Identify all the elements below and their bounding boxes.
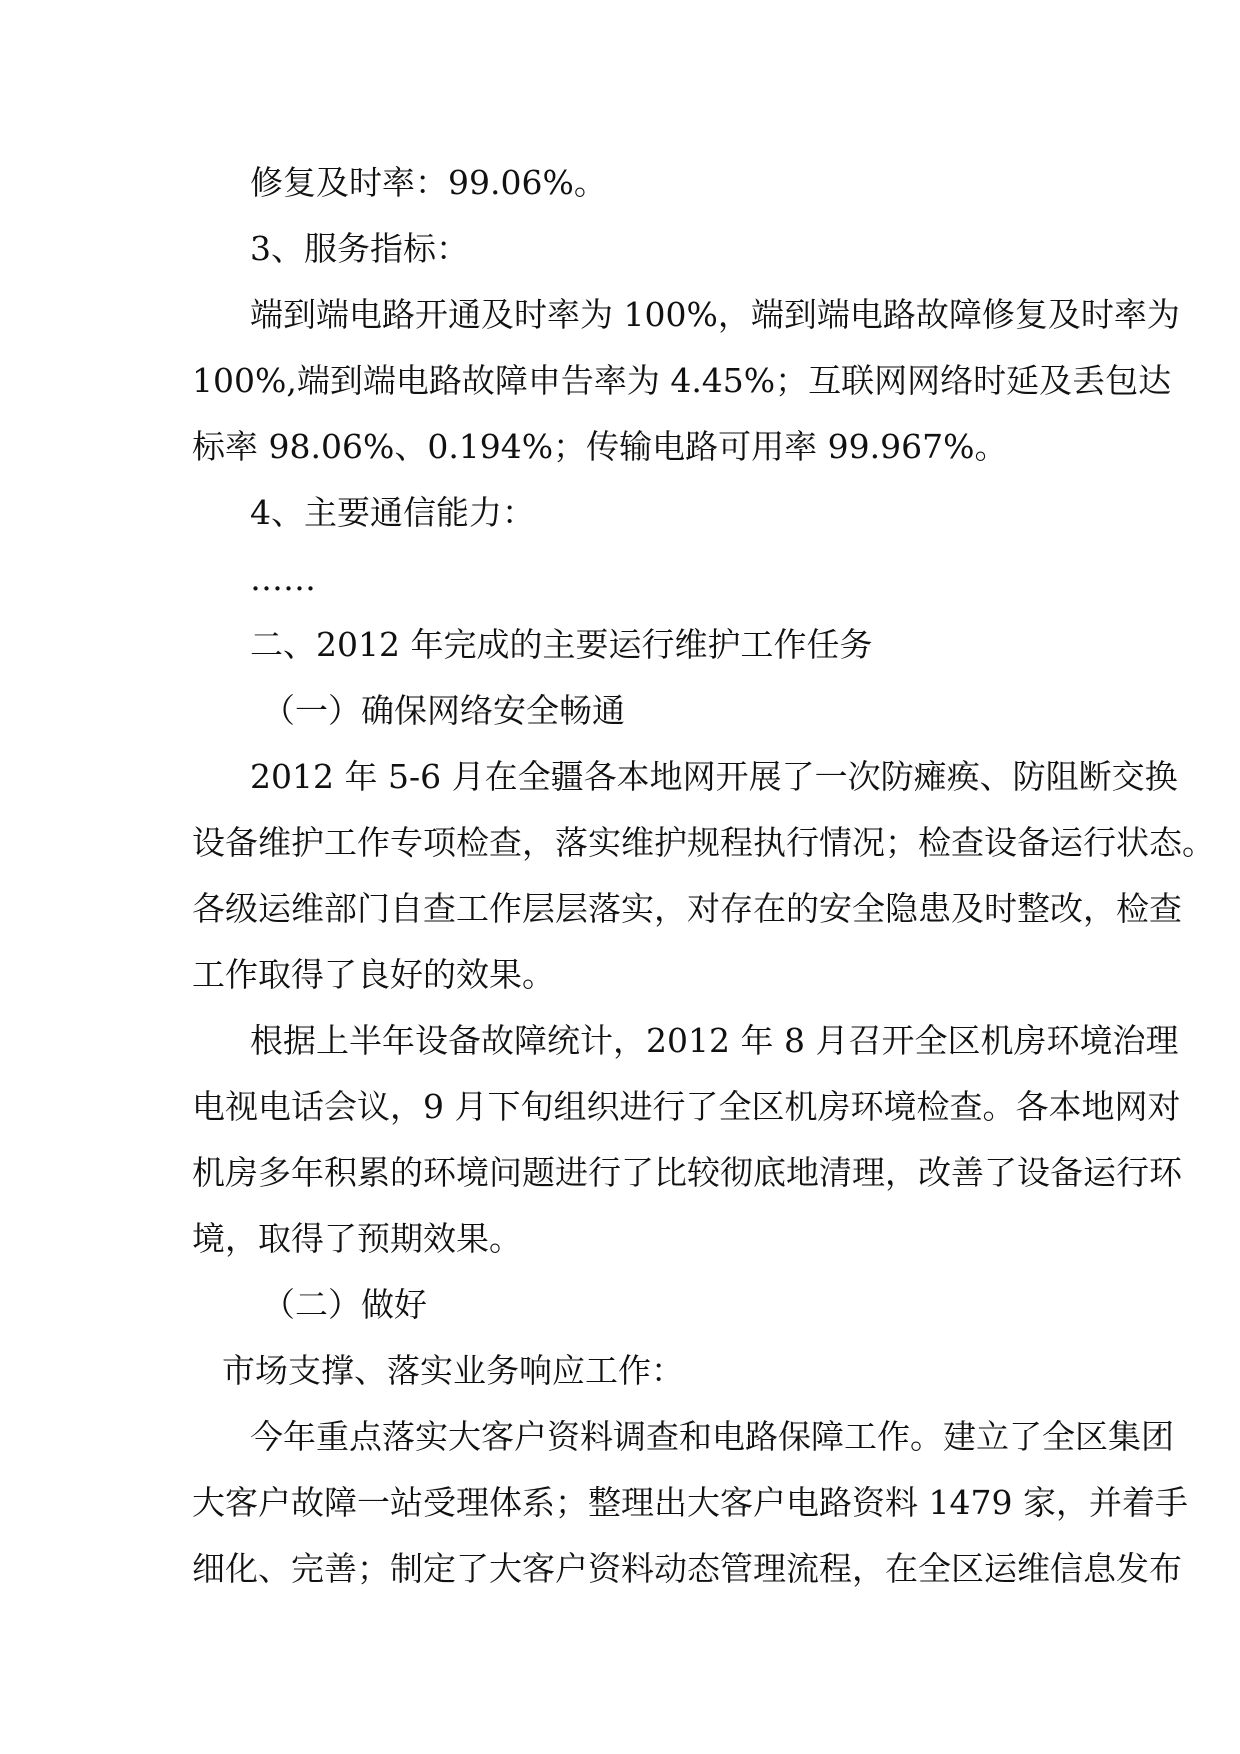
text-line: …… [250,559,316,598]
text-line: 根据上半年设备故障统计，2012 年 8 月召开全区机房环境治理 [250,1021,1179,1060]
text-line: （一）确保网络安全畅通 [262,691,625,730]
text-line: 今年重点落实大客户资料调查和电路保障工作。建立了全区集团 [250,1417,1174,1456]
text-line: （二）做好 [262,1285,427,1324]
document-body [192,150,1215,1602]
text-line: 机房多年积累的环境问题进行了比较彻底地清理，改善了设备运行环 [192,1153,1182,1192]
text-line: 2012 年 5-6 月在全疆各本地网开展了一次防瘫痪、防阻断交换 [250,757,1178,796]
text-line: 电视电话会议，9 月下旬组织进行了全区机房环境检查。各本地网对 [192,1087,1181,1126]
text-line: 100%,端到端电路故障申告率为 4.45%；互联网网络时延及丢包达 [192,361,1172,400]
text-line: 标率 98.06%、0.194%；传输电路可用率 99.967%。 [192,427,1008,466]
text-line: 细化、完善；制定了大客户资料动态管理流程，在全区运维信息发布 [192,1549,1182,1588]
text-line: 修复及时率：99.06%。 [250,163,607,202]
text-line: 市场支撑、落实业务响应工作： [222,1351,684,1390]
text-line: 大客户故障一站受理体系；整理出大客户电路资料 1479 家，并着手 [192,1483,1188,1522]
text-line: 4、主要通信能力： [250,493,535,532]
text-line: 各级运维部门自查工作层层落实，对存在的安全隐患及时整改，检查 [192,889,1182,928]
text-line: 端到端电路开通及时率为 100%，端到端电路故障修复及时率为 [250,295,1180,334]
text-line: 境，取得了预期效果。 [192,1219,522,1258]
text-line: 3、服务指标： [250,229,469,268]
text-line: 工作取得了良好的效果。 [192,955,555,994]
text-line: 设备维护工作专项检查，落实维护规程执行情况；检查设备运行状态。 [192,823,1215,862]
text-line: 二、2012 年完成的主要运行维护工作任务 [250,625,873,664]
